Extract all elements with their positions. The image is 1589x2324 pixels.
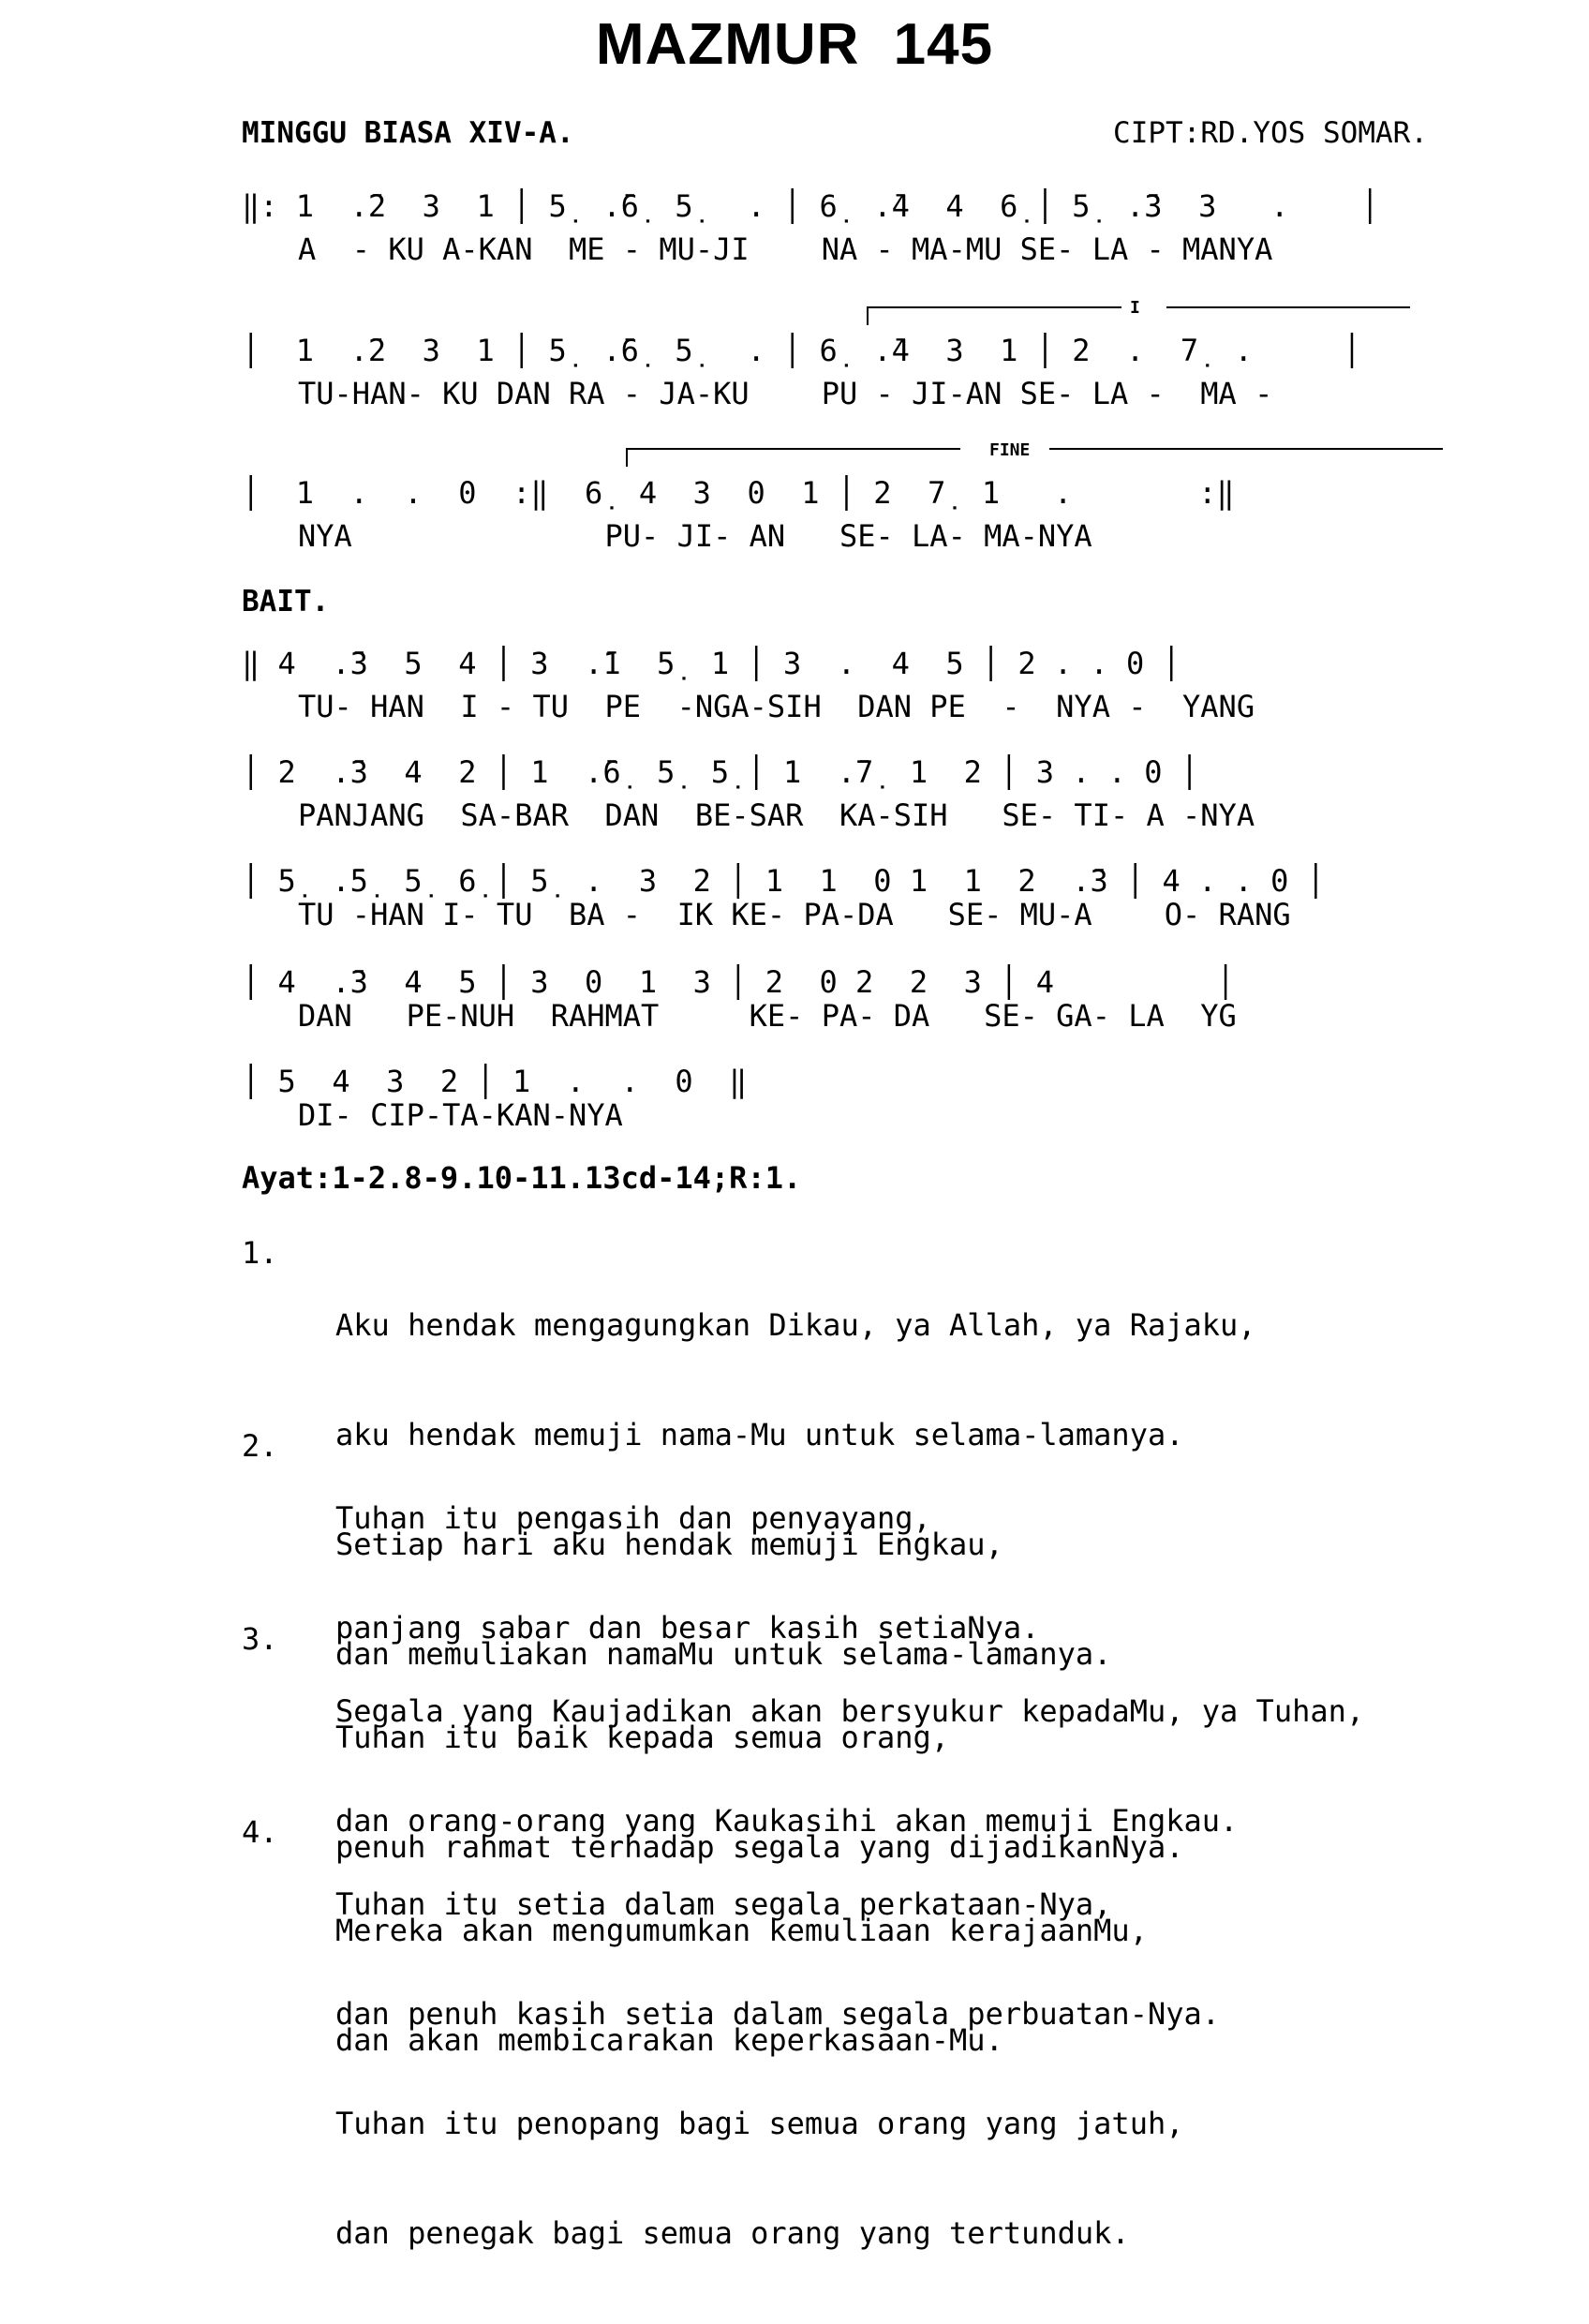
volta-bracket-1 [867,306,1121,325]
volta-line-fine [1049,448,1443,450]
refrain-lyrics-line-1: A - KU A-KAN ME - MU-JI NA - MA-MU SE- LA - MANYA [298,231,1273,267]
verse-number: 2. [242,1428,278,1464]
verse-line: Tuhan itu baik kepada semua orang, [335,1720,950,1755]
verse-line: Setiap hari aku hendak memuji Engkau, [335,1527,1003,1562]
verse-line: dan penegak bagi semua orang yang tertunduk. [335,2215,1130,2251]
bait-notation-line-1: ‖ 4 .̄3 5 4 │ 3 .̄1 5̣ 1 │ 3 . 4 5 │ 2 . . 0 │ [242,646,1181,681]
volta-line-1 [1166,306,1410,308]
ayat-reference: Ayat:1-2.8-9.10-11.13cd-14;R:1. [242,1160,802,1196]
verse-line: Aku hendak mengagungkan Dikau, ya Allah, ya Rajaku, [335,1307,1256,1343]
refrain-notation-line-3: │ 1 . . 0 :‖ 6̣ 4 3 0 1 │ 2 7̣ 1 . :‖ [242,475,1235,511]
bait-lyrics-line-4: DAN PE-NUH RAHMAT KE- PA- DA SE- GA- LA YG [298,998,1237,1034]
verse-line: Segala yang Kaujadikan akan bersyukur kepadaMu, ya Tuhan, [335,1693,1365,1729]
volta-label-1: I [1124,298,1146,318]
verse-line: dan orang-orang yang Kaukasihi akan memuji Engkau. [335,1803,1239,1839]
bait-lyrics-line-5: DI- CIP-TA-KAN-NYA [298,1097,623,1133]
verse-number: 3. [242,1621,278,1657]
verse-line: Tuhan itu penopang bagi semua orang yang jatuh, [335,2106,1184,2141]
bait-lyrics-line-2: PANJANG SA-BAR DAN BE-SAR KA-SIH SE- TI- A -NYA [298,797,1255,833]
bait-notation-line-2: │ 2 .̄3 4 2 │ 1 .̄6̣ 5̣ 5̣ │ 1 .̄7̣ 1 2 │ 3 . . 0 │ [242,754,1199,790]
bait-notation-line-5: │ 5 4 3 2 │ 1 . . 0 ‖ [242,1064,748,1099]
occasion-label: MINGGU BIASA XIV-A. [242,116,574,150]
verse-line: Mereka akan mengumumkan kemuliaan kerajaanMu, [335,1913,1148,1948]
verse-line: Tuhan itu pengasih dan penyayang, [335,1500,931,1536]
bait-label: BAIT. [242,585,330,618]
verse-line: panjang sabar dan besar kasih setiaNya. [335,1610,1040,1646]
bait-notation-line-3: │ 5̣ .̄5̣ 5̣ 6̣ │ 5̣ . 3 2 │ 1 1 0 1 1 2 .̄3 │ 4 . . 0 │ [242,863,1325,899]
verse-line: dan memuliakan namaMu untuk selama-lamanya. [335,1636,1112,1672]
verse-line: dan penuh kasih setia dalam segala perbuatan-Nya. [335,1996,1221,2032]
bait-notation-line-4: │ 4 .̄3 4 5 │ 3 0 1 3 │ 2 0 2 2 3 │ 4 │ [242,964,1235,1000]
verse-line: dan akan membicarakan keperkasaan-Mu. [335,2022,1003,2058]
verse-line: Tuhan itu setia dalam segala perkataan-Nya, [335,1886,1112,1922]
refrain-lyrics-line-3: NYA PU- JI- AN SE- LA- MA-NYA [298,518,1092,554]
refrain-lyrics-line-2: TU-HAN- KU DAN RA - JA-KU PU - JI-AN SE- LA - MA - [298,376,1273,411]
bait-lyrics-line-3: TU -HAN I- TU BA - IK KE- PA-DA SE- MU-A O- RANG [298,897,1291,932]
page-title: MAZMUR 145 [595,12,994,77]
volta-bracket-fine [626,448,960,467]
verse-number: 1. [242,1235,278,1271]
verse-line: penuh rahmat terhadap segala yang dijadikanNya. [335,1829,1184,1865]
refrain-notation-line-2: │ 1 .̄2 3 1 │ 5̣ .̄6̣ 5̣ . │ 6̣ .̄4 3 1 │ 2 . 7̣ . │ [242,333,1361,368]
refrain-notation-line-1: ‖: 1 .̄2 3 1 │ 5̣ .̄6̣ 5̣ . │ 6̣ .̄4 4 6̣ │ 5̣ .̄3 3 . │ [242,188,1379,224]
composer-credit: CIPT:RD.YOS SOMAR. [1113,116,1428,150]
fine-label: FINE [984,440,1035,460]
verse-number: 4. [242,1814,278,1850]
bait-lyrics-line-1: TU- HAN I - TU PE -NGA-SIH DAN PE - NYA - YANG [298,689,1255,724]
verse-line: aku hendak memuji nama-Mu untuk selama-lamanya. [335,1417,1184,1452]
